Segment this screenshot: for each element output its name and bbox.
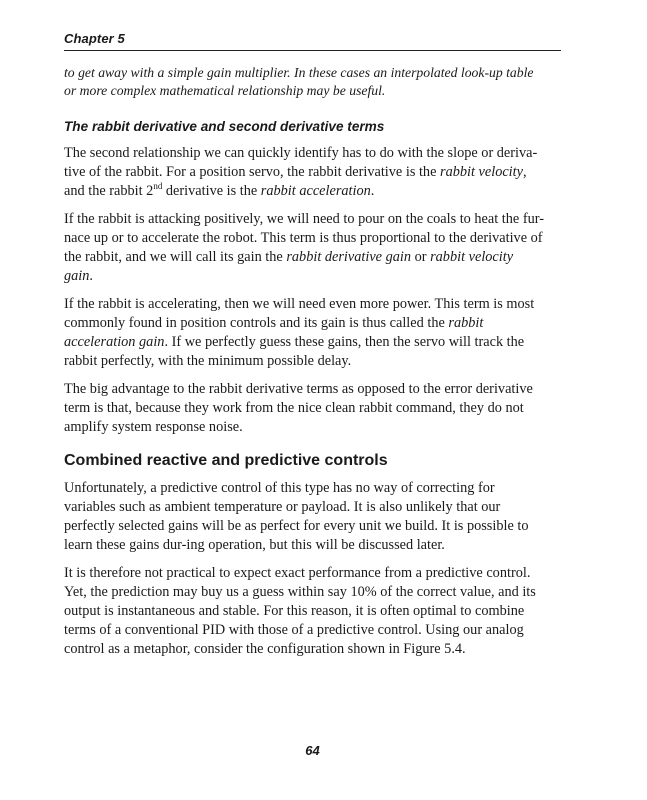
term-rabbit-velocity: rabbit velocity bbox=[440, 164, 523, 180]
paragraph-unfortunately: Unfortunately, a predictive control of this type has no way of correcting for variables such as ambient temperature or payload. It is also unlikely that our perfectly selected gains will be as perfect for every unit we build. It is possible to learn these gains dur-ing operation, but this will be discussed later. bbox=[64, 480, 529, 553]
subsection-heading: The rabbit derivative and second derivative terms bbox=[64, 119, 385, 134]
paragraph-rabbit-derivative: The second relationship we can quickly identify has to do with the slope or deriva-tive of the rabbit. For a position servo, the rabbit derivative is the rabbit velocity, and the rabbit 2nd derivative is the rabbit acceleration. bbox=[64, 145, 538, 199]
page-body bbox=[64, 64, 544, 668]
intro-paragraph: to get away with a simple gain multiplier. In these cases an interpolated look-up table or more complex mathematical relationship may be useful. bbox=[64, 65, 534, 98]
running-header bbox=[64, 30, 561, 51]
section-heading: Combined reactive and predictive controls bbox=[64, 452, 388, 469]
page-number: 64 bbox=[305, 743, 320, 758]
book-page bbox=[64, 0, 561, 800]
superscript-nd: nd bbox=[153, 181, 163, 192]
term-rabbit-acceleration: rabbit acceleration bbox=[260, 183, 371, 199]
paragraph-rabbit-accelerating: If the rabbit is accelerating, then we will need even more power. This term is most commonly found in position controls and its gain is thus called the rabbit acceleration gain. If we perfectly guess these gains, then the servo will track the rabbit perfectly, with the minimum possible delay. bbox=[64, 296, 535, 369]
paragraph-rabbit-attacking: If the rabbit is attacking positively, we will need to pour on the coals to heat the fur-nace up or to accelerate the robot. This term is thus proportional to the derivative of the rabbit, and we will call its gain the rabbit derivative gain or rabbit velocity gain. bbox=[64, 211, 544, 284]
paragraph-not-practical: It is therefore not practical to expect exact performance from a predictive control. Yet, the prediction may buy us a guess within say 10% of the correct value, and its output is instantaneous and stable. For this reason, it is often optimal to combine terms of a conventional PID with those of a predictive control. Using our analog control as a metaphor, consider the configuration shown in Figure 5.4. bbox=[64, 565, 536, 657]
paragraph-big-advantage: The big advantage to the rabbit derivative terms as opposed to the error derivative term is that, because they work from the nice clean rabbit command, they do not amplify system response noise. bbox=[64, 381, 533, 435]
chapter-label: Chapter 5 bbox=[64, 31, 125, 46]
term-rabbit-derivative-gain: rabbit derivative gain bbox=[286, 249, 412, 265]
term-rabbit-acceleration-gain: rabbit acceleration gain bbox=[64, 315, 484, 350]
term-rabbit-velocity-gain: rabbit velocity gain bbox=[64, 249, 514, 284]
